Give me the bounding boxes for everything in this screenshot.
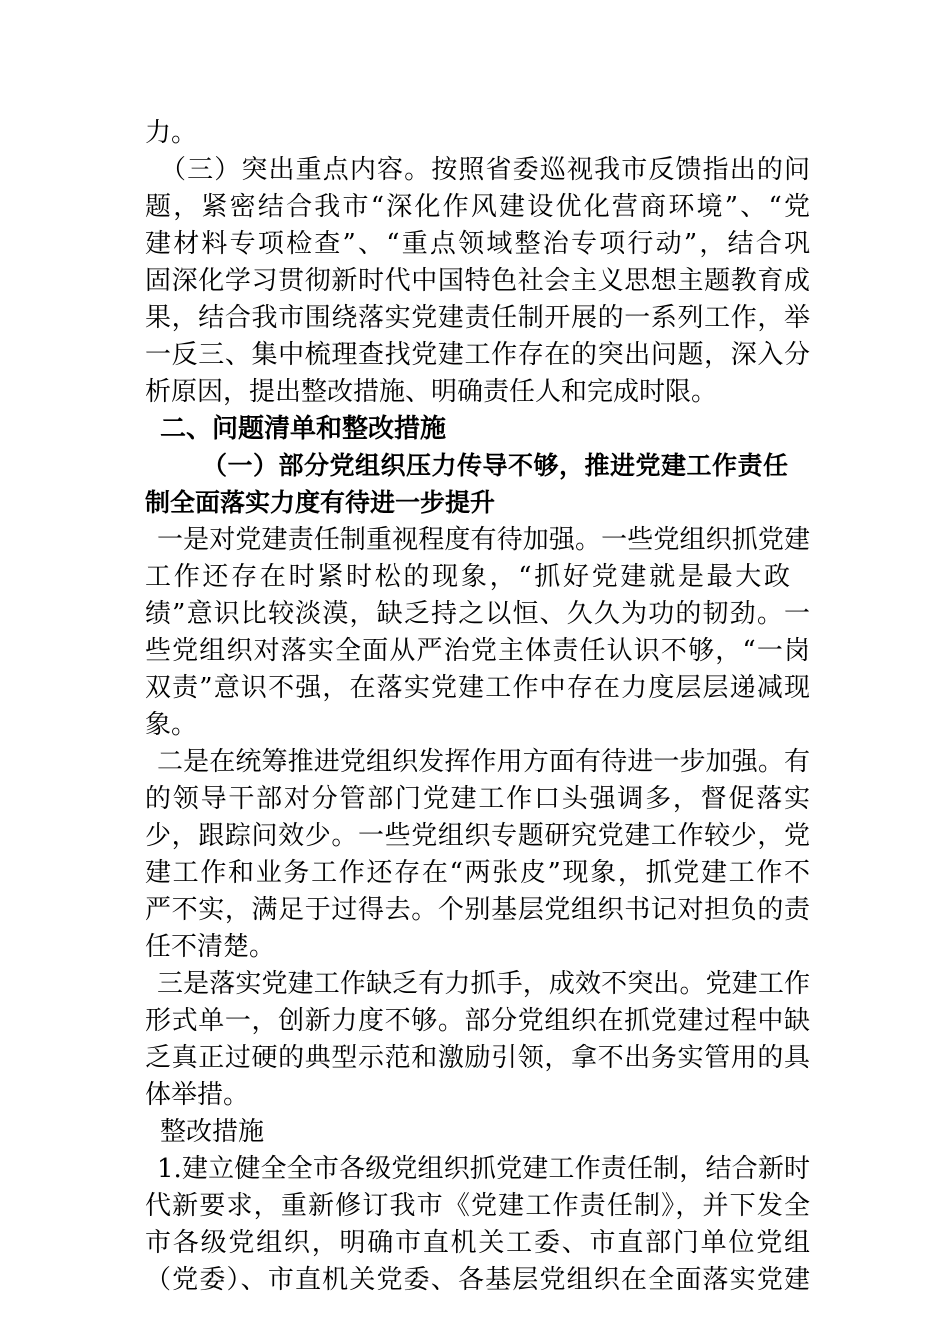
text-line: 工作还存在时紧时松的现象，“抓好党建就是最大政 [145,562,790,592]
text-line: 体举措。 [145,1080,250,1110]
text-line: 严不实，满足于过得去。个别基层党组织书记对担负的责 [145,895,810,925]
text-line: 的领导干部对分管部门党建工作口头强调多，督促落实 [145,784,810,814]
text-line: （三）突出重点内容。按照省委巡视我市反馈指出的问 [160,155,810,185]
subsection-heading: （一）部分党组织压力传导不够，推进党建工作责任 [202,451,788,480]
text-line: 题，紧密结合我市“深化作风建设优化营商环境”、“党 [145,192,810,222]
text-line: 形式单一，创新力度不够。部分党组织在抓党建过程中缺 [145,1006,810,1036]
text-line: （党委）、市直机关党委、各基层党组织在全面落实党建 [145,1265,810,1295]
text-line: 双责”意识不强，在落实党建工作中存在力度层层递减现 [145,673,810,703]
measures-heading: 整改措施 [160,1117,265,1147]
text-line: 任不清楚。 [145,932,276,962]
subsection-heading: 制全面落实力度有待进一步提升 [145,488,496,517]
text-line: 绩”意识比较淡漠，缺乏持之以恒、久久为功的韧劲。一 [145,599,810,629]
text-line: 建材料专项检查”、“重点领域整治专项行动”，结合巩 [145,229,810,259]
text-line: 些党组织对落实全面从严治党主体责任认识不够，“一岗 [145,636,810,666]
text-line: 果，结合我市围绕落实党建责任制开展的一系列工作，举 [145,303,810,333]
text-line: 市各级党组织，明确市直机关工委、市直部门单位党组 [145,1228,810,1258]
text-line: 力。 [145,118,198,148]
text-line: 固深化学习贯彻新时代中国特色社会主义思想主题教育成 [145,266,810,296]
text-line: 析原因，提出整改措施、明确责任人和完成时限。 [145,377,718,407]
text-line: 1.建立健全全市各级党组织抓党建工作责任制，结合新时 [157,1154,810,1184]
text-line: 一是对党建责任制重视程度有待加强。一些党组织抓党建 [157,525,810,555]
text-line: 乏真正过硬的典型示范和激励引领，拿不出务实管用的具 [145,1043,810,1073]
section-heading: 二、问题清单和整改措施 [160,414,447,444]
text-line: 三是落实党建工作缺乏有力抓手，成效不突出。党建工作 [157,969,810,999]
text-line: 一反三、集中梳理查找党建工作存在的突出问题，深入分 [145,340,810,370]
text-line: 少，跟踪问效少。一些党组织专题研究党建工作较少，党 [145,821,810,851]
text-line: 代新要求，重新修订我市《党建工作责任制》，并下发全 [145,1191,810,1221]
text-line: 建工作和业务工作还存在“两张皮”现象，抓党建工作不 [145,858,810,888]
text-line: 二是在统筹推进党组织发挥作用方面有待进一步加强。有 [157,747,810,777]
text-line: 象。 [145,710,198,740]
